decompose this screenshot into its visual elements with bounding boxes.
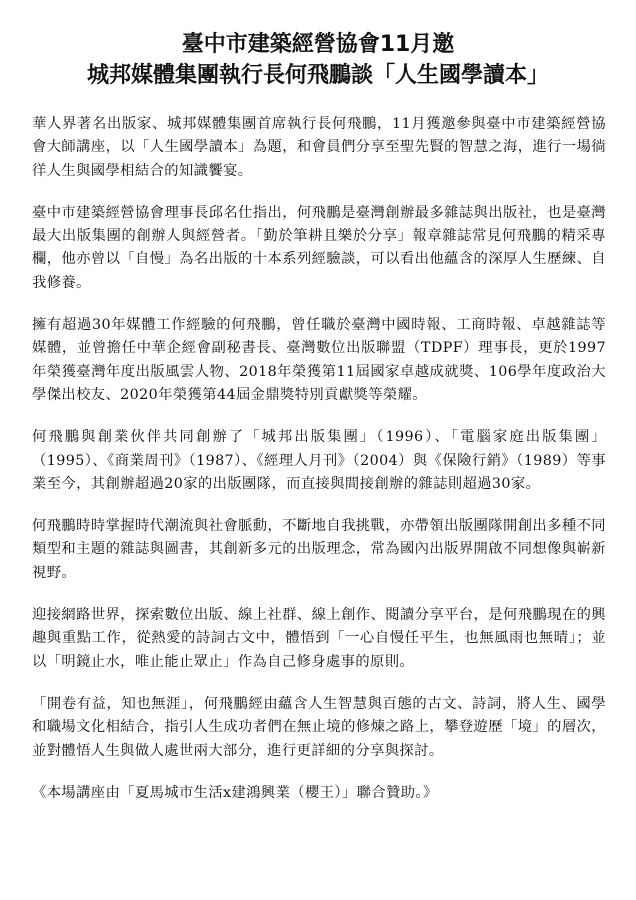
paragraph-intro: 華人界著名出版家、城邦媒體集團首席執行長何飛鵬，11月獲邀參與臺中市建築經營協會大師講座，以「人生國學讀本」為題，和會員們分享至聖先賢的智慧之海，進行一場徜徉人生與國學相結合的知識饗宴。 — [32, 116, 606, 179]
paragraph-innovation: 何飛鵬時時掌握時代潮流與社會脈動，不斷地自我挑戰，亦帶領出版團隊開創出多種不同類型和主題的雜誌與圖書，其創新多元的出版理念，常為國內出版界開啟不同想像與嶄新視野。 — [32, 518, 606, 581]
paragraph-chairman-remarks: 臺中市建築經營協會理事長邱名仕指出，何飛鵬是臺灣創辦最多雜誌與出版社，也是臺灣最大出版集團的創辦人與經營者。「勤於筆耕且樂於分享」報章雜誌常見何飛鵬的精采專欄，他亦曾以「自慢」為名出版的十本系列經驗談，可以看出他蘊含的深厚人生歷練、自我修養。 — [32, 204, 606, 291]
paragraph-lecture-content: 「開卷有益，知也無涯」，何飛鵬經由蘊含人生智慧與百態的古文、詩詞，將人生、國學和職場文化相結合，指引人生成功者們在無止境的修煉之路上，攀登遊歷「境」的層次，並對體悟人生與做人處世兩大部分，進行更詳細的分享與探討。 — [32, 695, 606, 759]
paragraph-founded-publications: 何飛鵬與創業伙伴共同創辦了「城邦出版集團」（1996）、「電腦家庭出版集團」（1995）、《商業周刊》（1987）、《經理人月刊》（2004）與《保險行銷》（1989）等事業至今，其創辦超過20家的出版團隊，而直接與間接創辦的雜誌則超過30家。 — [32, 429, 606, 492]
headline-line-2: 城邦媒體集團執行長何飛鵬談「人生國學讀本」 — [86, 63, 549, 88]
article-body — [32, 113, 606, 805]
paragraph-sponsor-note: 《本場講座由「夏馬城市生活x建鴻興業（櫻王）」聯合贊助。》 — [32, 784, 438, 801]
headline-line-1: 臺中市建築經營協會11月邀 — [181, 32, 455, 57]
paragraph-career: 擁有超過30年媒體工作經驗的何飛鵬，曾任職於臺灣中國時報、工商時報、卓越雜誌等媒體，並曾擔任中華企經會副秘書長、臺灣數位出版聯盟（TDPF）理事長，更於1997年榮獲臺灣年度出版風雲人物、2018年榮獲第11屆國家卓越成就獎、106學年度政治大學傑出校友、2020年榮獲第44屆金鼎獎特別貢獻獎等榮耀。 — [32, 317, 606, 403]
paragraph-digital-publishing: 迎接網路世界，探索數位出版、線上社群、線上創作、閱讀分享平台，是何飛鵬現在的興趣與重點工作，從熱愛的詩詞古文中，體悟到「一心自慢任平生，也無風雨也無晴」；並以「明鏡止水，唯止能止眾止」作為自己修身處事的原則。 — [32, 607, 606, 670]
